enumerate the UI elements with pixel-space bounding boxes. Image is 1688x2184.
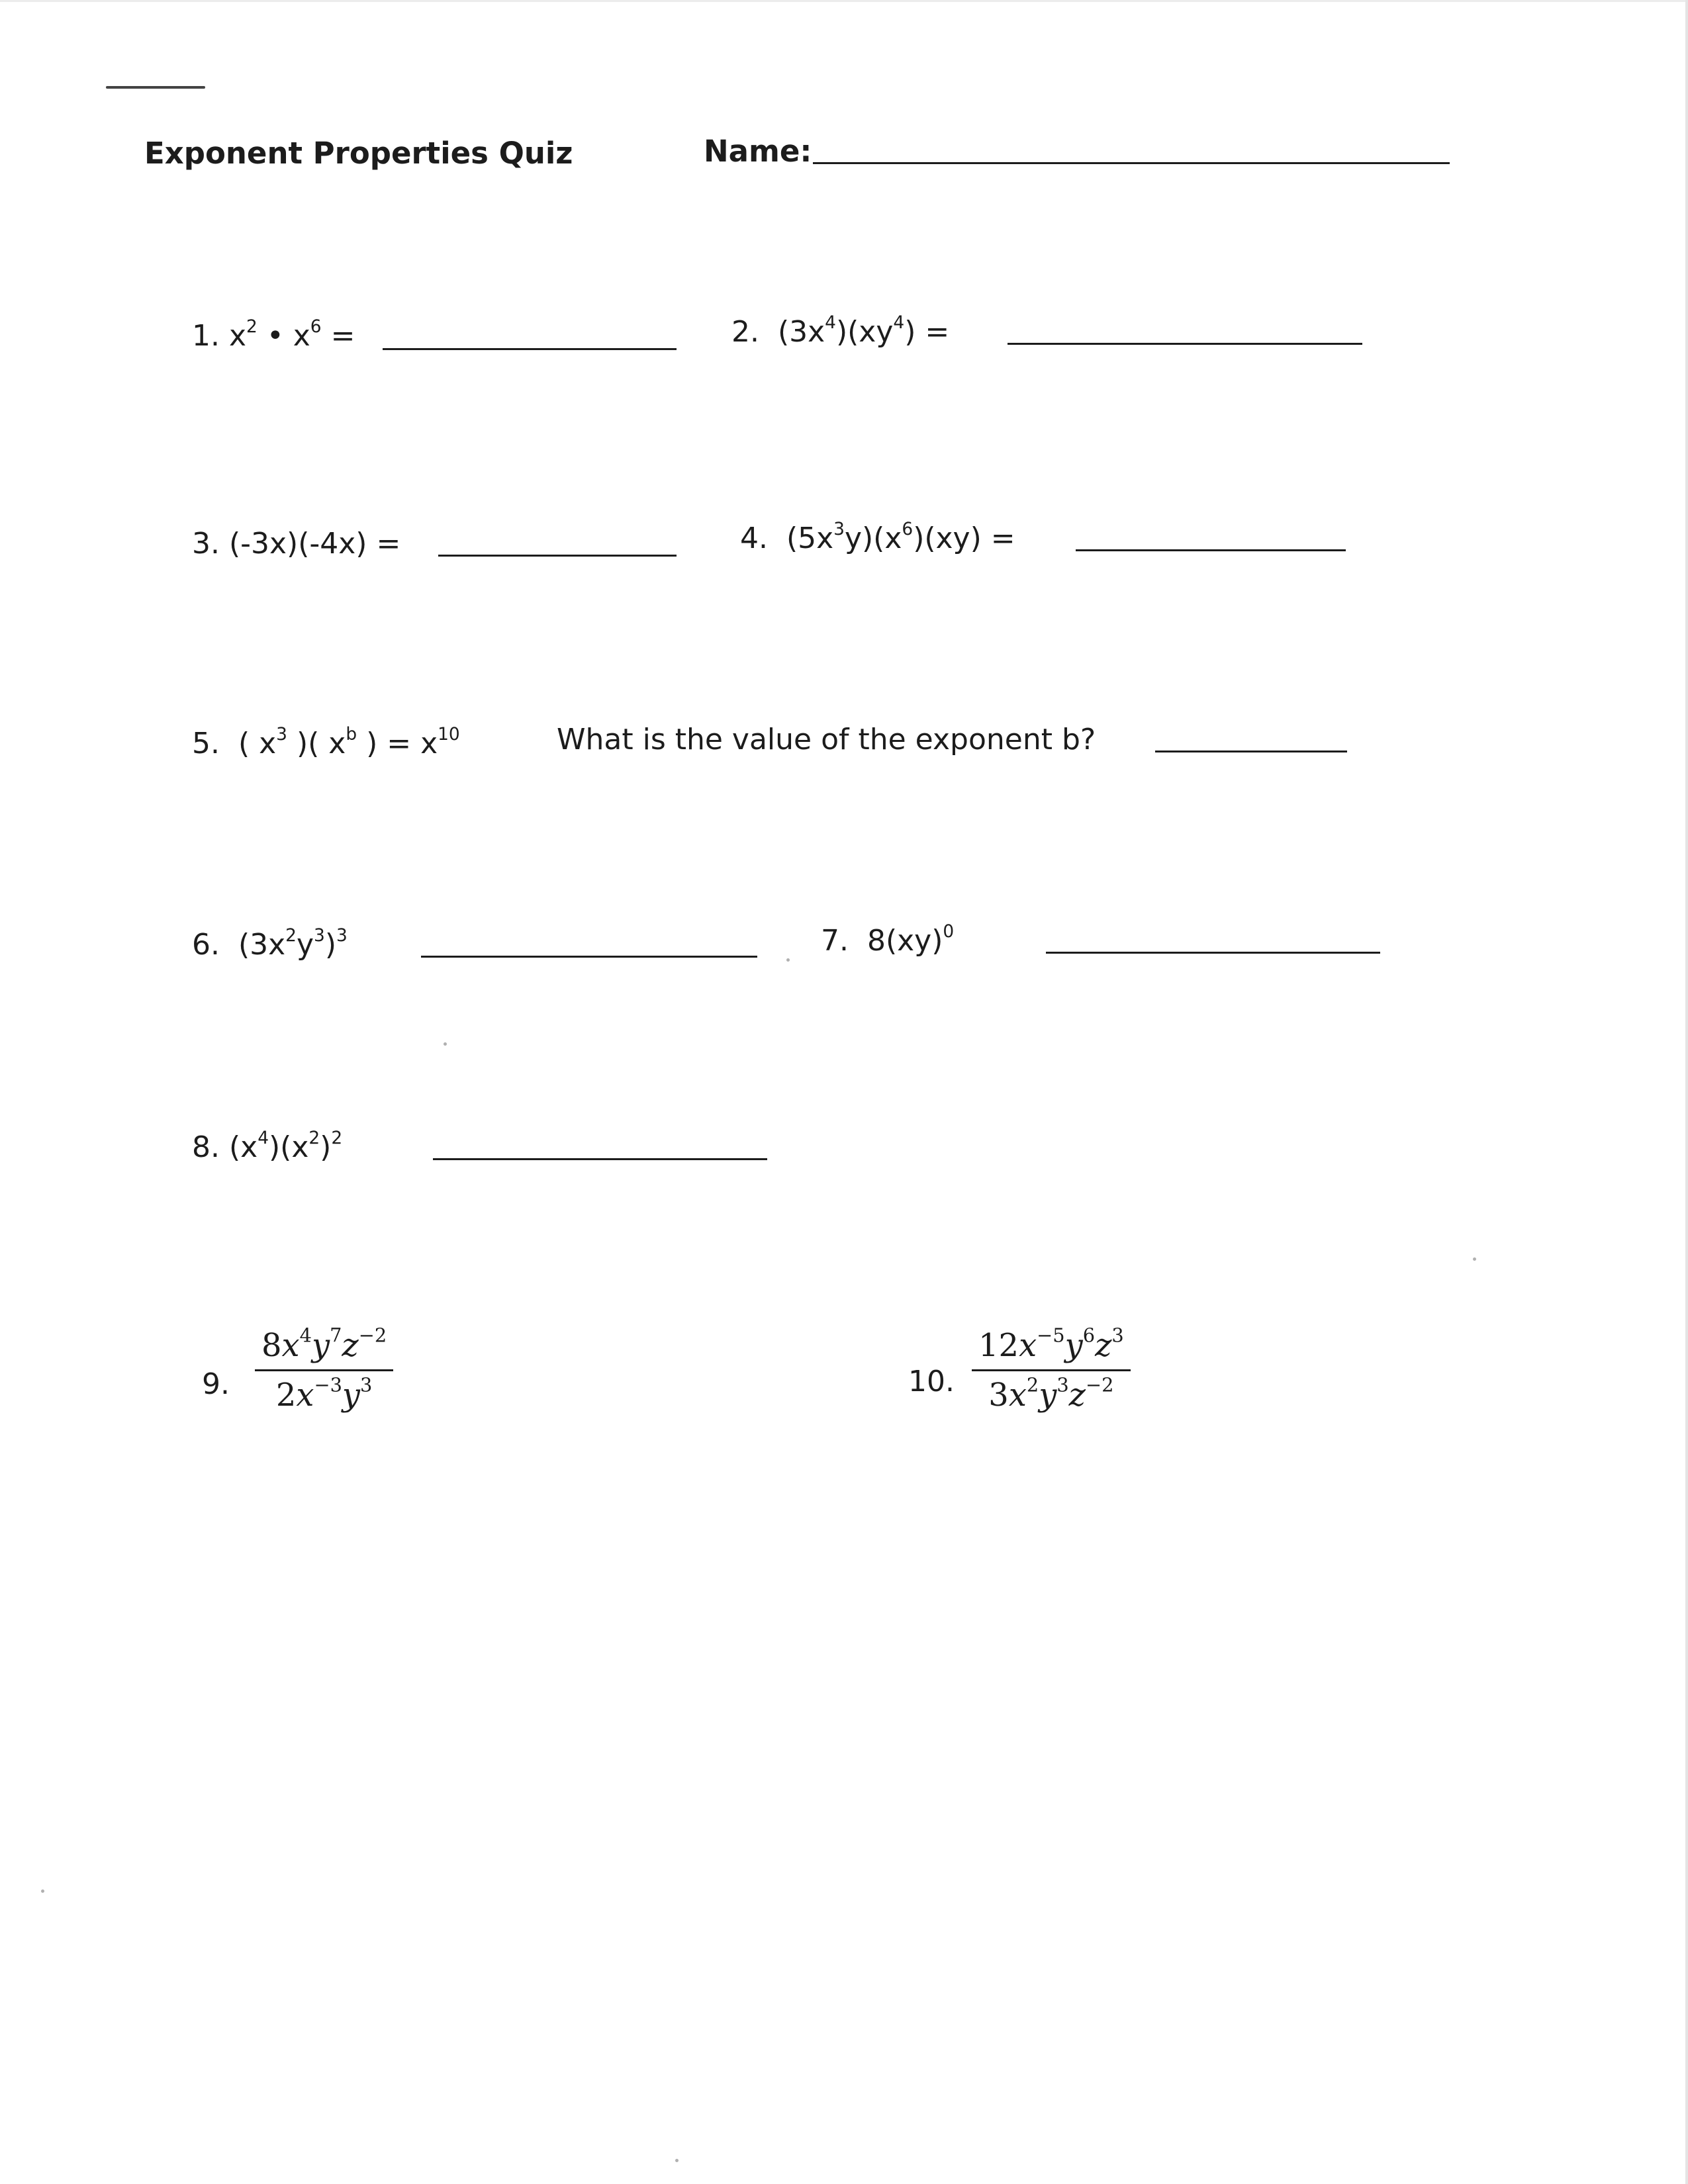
fraction-bar [255,1369,393,1371]
answer-line-1[interactable] [383,348,677,350]
question-8: 8. $(x^4)(x^2)^2$ [192,1128,343,1164]
answer-line-4[interactable] [1076,549,1346,551]
quiz-title: Exponent Properties Quiz [144,136,573,171]
answer-line-8[interactable] [433,1158,767,1160]
question-3: 3. (-3x)(-4x) = [192,527,401,561]
question-2: 2. $(3x^4)(xy^4)$ = [731,312,950,349]
question-1: 1. $x^2$ • $x^6$ = [192,316,355,353]
fraction-numerator: $8x^4y^7z^{-2}$ [261,1324,387,1364]
scan-speck [41,1889,44,1893]
scan-right-edge [1685,0,1688,2184]
scan-top-edge [0,0,1688,2]
name-label: Name: [704,134,812,169]
answer-line-6[interactable] [421,956,757,958]
question-7: 7. 8(xy)$^0$ [821,921,955,958]
question-9-number: 9. [202,1367,230,1401]
corner-mark [106,86,205,89]
fraction-numerator: $12x^{-5}y^6z^3$ [978,1324,1124,1364]
question-10-number: 10. [908,1365,955,1398]
question-5: 5. ( $x^3$ )( $x^b$ ) = $x^{10}$ [192,724,460,760]
scan-speck [1473,1257,1476,1261]
answer-line-7[interactable] [1046,952,1380,954]
fraction-bar [972,1369,1131,1371]
answer-line-5[interactable] [1155,751,1347,752]
question-5-prompt: What is the value of the exponent b? [557,723,1096,756]
question-10-fraction [972,1324,1131,1414]
question-4: 4. $(5x^3y)(x^6)(xy)$ = [740,519,1015,555]
question-6: 6. $(3x^2y^3)^3$ [192,925,348,962]
scan-speck [786,958,790,962]
fraction-denominator: $2x^{-3}y^3$ [275,1373,373,1414]
scan-speck [675,2159,679,2162]
answer-line-3[interactable] [438,555,677,557]
answer-line-2[interactable] [1008,343,1362,345]
question-9-fraction [255,1324,393,1414]
scan-speck [444,1042,447,1046]
name-field-line[interactable] [813,162,1450,164]
fraction-denominator: $3x^2y^3z^{-2}$ [988,1373,1114,1414]
